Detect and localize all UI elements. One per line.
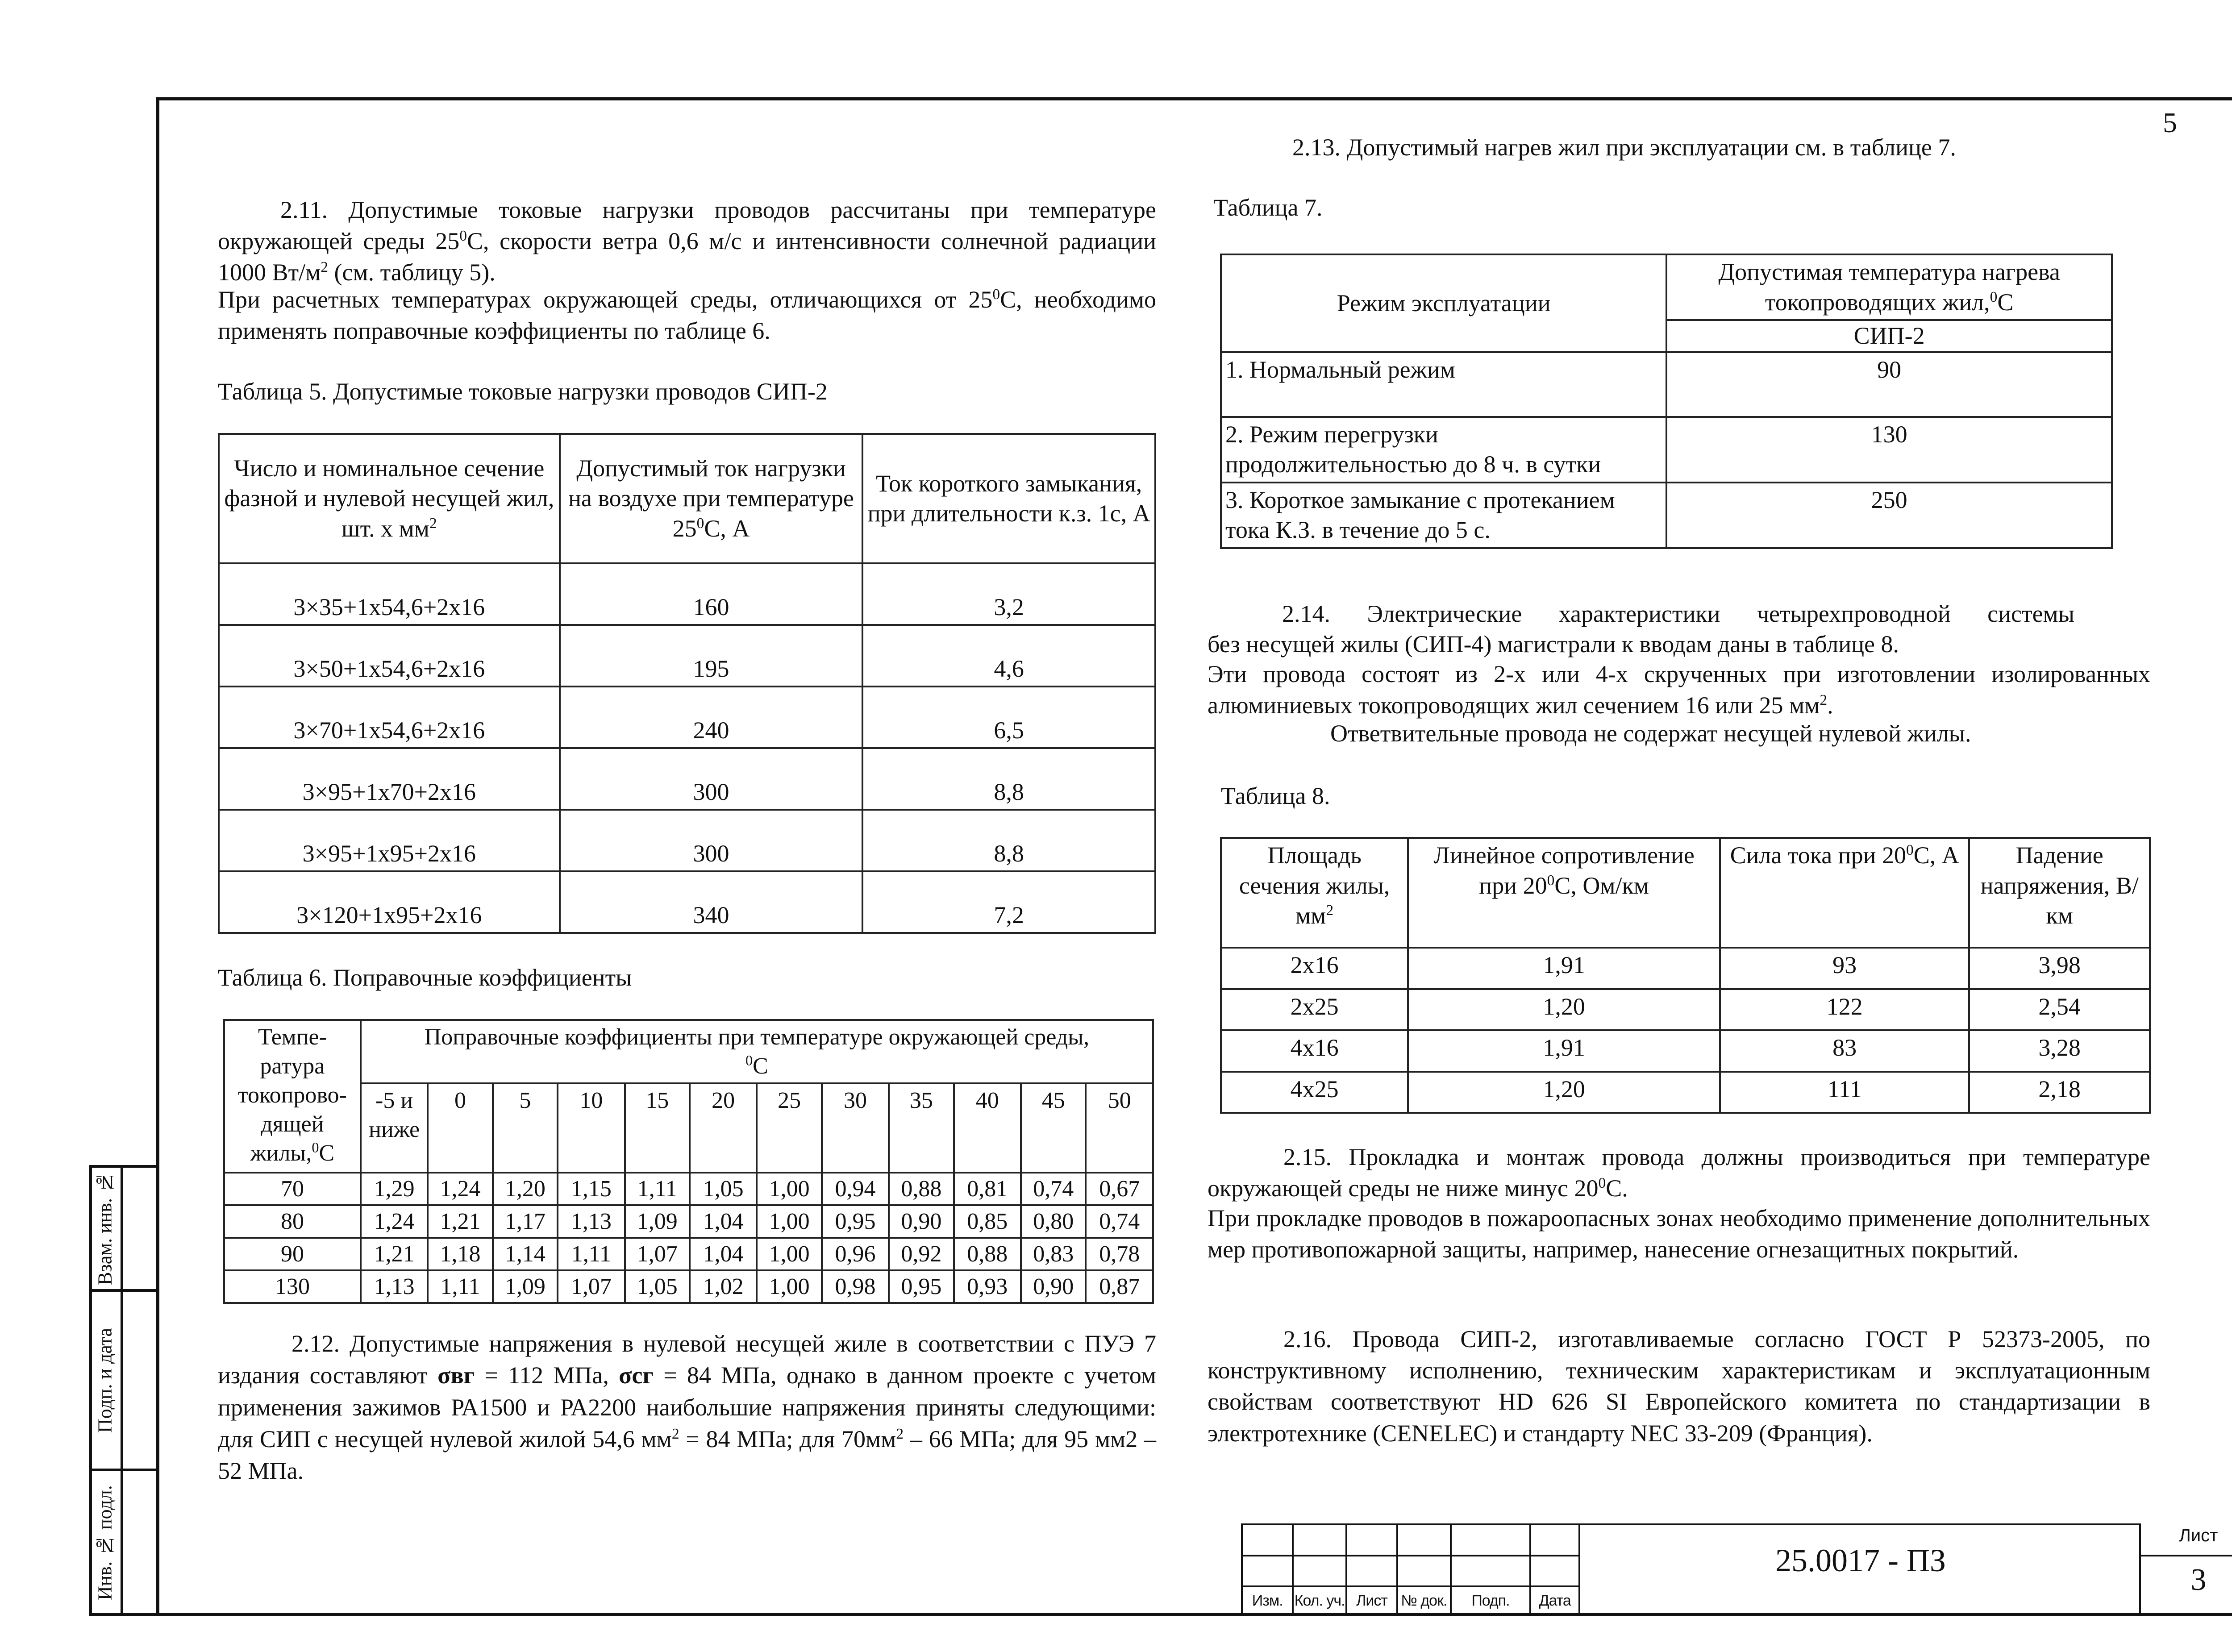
table-row <box>219 687 1155 748</box>
table-cell: 0,98 <box>822 1270 889 1303</box>
degree-sup: 0 <box>696 515 704 532</box>
table-cell: 70 <box>224 1173 361 1205</box>
table6-column-header: 15 <box>625 1083 690 1173</box>
table-cell: 1,00 <box>757 1270 821 1303</box>
side-stamp-divider <box>121 1165 123 1616</box>
table-cell: 130 <box>1666 417 2112 483</box>
table-cell: 0,96 <box>822 1238 889 1270</box>
table-cell: 240 <box>560 687 863 748</box>
table-row <box>219 748 1155 810</box>
sheet-label: Лист <box>2179 1526 2218 1545</box>
table-cell: 6,5 <box>862 687 1155 748</box>
degree-sup: 0 <box>459 228 467 245</box>
table6-caption: Таблица 6. Поправочные коэффициенты <box>218 964 632 991</box>
sheet-number: 3 <box>2190 1563 2207 1597</box>
table-row <box>219 625 1155 687</box>
table-cell: 4,6 <box>862 625 1155 687</box>
square-sup: 2 <box>429 515 437 532</box>
square-sup: 2 <box>1326 902 1334 919</box>
table-cell: 1,05 <box>690 1173 757 1205</box>
table-cell: 0,92 <box>889 1238 954 1270</box>
side-label-podp-data: Подп. и дата <box>94 1327 116 1433</box>
table-cell: 1,05 <box>625 1270 690 1303</box>
title-block-captions <box>1242 1586 1579 1615</box>
section-2-15-a-text: 2.15. Прокладка и монтаж провода должны производиться при температуре окружающей среды не ниже минус 20 <box>1208 1144 2150 1202</box>
table-cell: 0,90 <box>1021 1270 1086 1303</box>
table-cell: 1,00 <box>757 1173 821 1205</box>
table6-header-coef <box>361 1020 1153 1083</box>
table-cell: 1,24 <box>361 1205 428 1238</box>
table-cell: 2,18 <box>1969 1072 2150 1113</box>
section-2-14-l1: 2.14. Электрические характеристики четырехпроводной системы <box>1282 600 2074 627</box>
table5-header-current <box>560 434 863 563</box>
table-cell: 1,11 <box>625 1173 690 1205</box>
table-cell: 93 <box>1720 948 1969 989</box>
table-row <box>1221 989 2150 1030</box>
table-cell: 1,91 <box>1408 948 1720 989</box>
table-cell: 122 <box>1720 989 1969 1030</box>
table-row <box>1221 352 2112 417</box>
title-block-caption: Дата <box>1530 1586 1579 1615</box>
table8-header-current-text: Сила тока при 20 <box>1730 842 1906 869</box>
square-sup: 2 <box>671 1425 679 1442</box>
table-row <box>1221 483 2112 548</box>
page-number: 5 <box>2163 107 2177 138</box>
table-cell: 0,95 <box>889 1270 954 1303</box>
degree-sup: 0 <box>312 1139 319 1156</box>
section-2-12-text-c: = 84 МПа, однако в данном проекте с учетом применения зажимов РА1500 и РА2200 наибольшие напряжения приняты следующими: для СИП с несущей нулевой жилой 54,6 мм <box>218 1362 1156 1452</box>
doc-code: 25.0017 - ПЗ <box>1775 1543 1946 1578</box>
section-2-14-l3 <box>1208 658 2150 721</box>
table6-column-header: 40 <box>954 1083 1021 1173</box>
table-cell: 1. Нормальный режим <box>1221 352 1666 417</box>
table-cell: 250 <box>1666 483 2112 548</box>
table-cell: 0,74 <box>1086 1205 1153 1238</box>
table-cell: 0,83 <box>1021 1238 1086 1270</box>
table-cell: 111 <box>1720 1072 1969 1113</box>
table8-caption: Таблица 8. <box>1221 782 1330 809</box>
table-cell: 2х16 <box>1221 948 1408 989</box>
section-2-15-a <box>1208 1141 2150 1204</box>
sigma-sg-symbol: σсг <box>619 1362 654 1389</box>
table-row <box>224 1270 1153 1303</box>
table-cell: 0,78 <box>1086 1238 1153 1270</box>
section-2-11-p2-text-b: С, необходимо применять поправочные коэффициенты по таблице 6. <box>218 286 1157 345</box>
table-cell: 8,8 <box>862 810 1155 871</box>
section-2-12 <box>218 1328 1156 1487</box>
section-2-14-l2: без несущей жилы (СИП-4) магистрали к вводам даны в таблице 8. <box>1208 631 1899 657</box>
table-cell: 1,04 <box>690 1238 757 1270</box>
table-cell: 3×120+1х95+2х16 <box>219 871 560 933</box>
degree-sup: 0 <box>1598 1175 1606 1192</box>
square-sup: 2 <box>1820 692 1828 709</box>
degree-sup: 0 <box>992 286 1000 303</box>
section-2-12-text-b: = 112 МПа, <box>475 1362 619 1389</box>
table5-body <box>219 563 1155 933</box>
section-2-14-l3-text: Эти провода состоят из 2-х или 4-х скрученных при изготовлении изолированных алюминиевых токопроводящих жил сечением 16 или 25 мм <box>1208 661 2150 719</box>
table-cell: 7,2 <box>862 871 1155 933</box>
table-cell: 4х16 <box>1221 1030 1408 1071</box>
table7-header-temp <box>1666 254 2112 320</box>
side-label-inv-podl: Инв. № подл. <box>94 1485 116 1600</box>
table6-column-header: 10 <box>558 1083 625 1173</box>
table-cell: 1,02 <box>690 1270 757 1303</box>
table7-header-sip: СИП-2 <box>1666 320 2112 352</box>
table-row <box>1221 1030 2150 1071</box>
table6-column-header: 30 <box>822 1083 889 1173</box>
table-cell: 300 <box>560 748 863 810</box>
table5-header-current-unit: С, А <box>704 515 750 542</box>
title-block-caption: Кол. уч. <box>1293 1586 1346 1615</box>
table-cell: 0,87 <box>1086 1270 1153 1303</box>
table8-header-resistance <box>1408 838 1720 948</box>
table6-header-coef-text: Поправочные коэффициенты при температуре окружающей среды, <box>424 1024 1090 1050</box>
table-cell: 1,20 <box>493 1173 558 1205</box>
table6-body <box>224 1173 1153 1303</box>
section-2-16 <box>1208 1323 2150 1449</box>
table-cell: 1,15 <box>558 1173 625 1205</box>
degree-sup: 0 <box>745 1052 753 1069</box>
table-cell: 2. Режим перегрузки продолжительностью до 8 ч. в сутки <box>1221 417 1666 483</box>
table-cell: 1,00 <box>757 1238 821 1270</box>
table6 <box>223 1019 1154 1304</box>
table5-header-section-text: Число и номинальное сечение фазной и нулевой несущей жил, шт. х мм <box>224 454 554 542</box>
table6-column-header: 50 <box>1086 1083 1153 1173</box>
table-cell: 90 <box>224 1238 361 1270</box>
table-cell: 1,29 <box>361 1173 428 1205</box>
table-row <box>224 1238 1153 1270</box>
table-cell: 0,80 <box>1021 1205 1086 1238</box>
table-cell: 0,95 <box>822 1205 889 1238</box>
section-2-13: 2.13. Допустимый нагрев жил при эксплуатации см. в таблице 7. <box>1292 134 1956 161</box>
table-cell: 1,09 <box>493 1270 558 1303</box>
table-cell: 0,67 <box>1086 1173 1153 1205</box>
section-2-12-text-d: = 84 МПа; для 70мм <box>679 1425 896 1452</box>
table-cell: 1,07 <box>558 1270 625 1303</box>
table-cell: 83 <box>1720 1030 1969 1071</box>
table6-column-header: 5 <box>493 1083 558 1173</box>
table-row <box>219 563 1155 625</box>
table5-header-short-circuit: Ток короткого замыкания, при длительности к.з. 1с, А <box>862 434 1155 563</box>
table8-header-area <box>1221 838 1408 948</box>
table-cell: 1,20 <box>1408 1072 1720 1113</box>
table-cell: 300 <box>560 810 863 871</box>
table-cell: 1,24 <box>428 1173 492 1205</box>
table-row <box>219 871 1155 933</box>
table-cell: 8,8 <box>862 748 1155 810</box>
table-row <box>1221 417 2112 483</box>
section-2-14-l4: Ответвительные провода не содержат несущей нулевой жилы. <box>1330 720 1971 747</box>
table-cell: 0,93 <box>954 1270 1021 1303</box>
table-cell: 4х25 <box>1221 1072 1408 1113</box>
table6-column-header: -5 и ниже <box>361 1083 428 1173</box>
table7 <box>1220 254 2113 549</box>
table-row <box>1221 948 2150 989</box>
table-row <box>219 810 1155 871</box>
table-cell: 0,90 <box>889 1205 954 1238</box>
table-cell: 0,74 <box>1021 1173 1086 1205</box>
table-row <box>224 1173 1153 1205</box>
table-cell: 2х25 <box>1221 989 1408 1030</box>
table-cell: 130 <box>224 1270 361 1303</box>
table-cell: 1,13 <box>558 1205 625 1238</box>
table6-header-temp-unit: С <box>319 1140 335 1166</box>
table6-column-header: 45 <box>1021 1083 1086 1173</box>
table7-caption: Таблица 7. <box>1213 194 1323 221</box>
table-cell: 1,20 <box>1408 989 1720 1030</box>
section-2-14-l3-end: . <box>1827 692 1833 719</box>
square-sup: 2 <box>896 1425 904 1442</box>
table7-body <box>1221 352 2112 548</box>
table-cell: 0,85 <box>954 1205 1021 1238</box>
table-cell: 1,21 <box>428 1205 492 1238</box>
degree-sup: 0 <box>1547 872 1555 889</box>
table5-header-current-text: Допустимый ток нагрузки на воздухе при температуре 25 <box>568 454 854 542</box>
table8-header-current-unit: С, А <box>1913 842 1959 869</box>
table-cell: 0,88 <box>889 1173 954 1205</box>
table6-header-temp-text: Темпе-ратура токопрово-дящей жилы, <box>237 1024 347 1166</box>
section-2-15-b: При прокладке проводов в пожароопасных зонах необходимо применение дополнительных мер противопожарной защиты, например, нанесение огнезащитных покрытий. <box>1208 1205 2150 1263</box>
section-2-11-p1: 2.11. Допустимые токовые нагрузки проводов рассчитаны при температуре окружающей среды 25 <box>218 196 1156 255</box>
title-block-caption: Лист <box>1346 1586 1397 1615</box>
table6-column-headers <box>224 1083 1153 1173</box>
table-cell: 1,07 <box>625 1238 690 1270</box>
table-cell: 3. Короткое замыкание с протеканием тока К.З. в течение до 5 с. <box>1221 483 1666 548</box>
table7-header-mode: Режим эксплуатации <box>1221 254 1666 352</box>
table8-header-area-text: Площадь сечения жилы, мм <box>1239 842 1390 929</box>
table-cell: 1,18 <box>428 1238 492 1270</box>
table-cell: 0,81 <box>954 1173 1021 1205</box>
table-cell: 0,94 <box>822 1173 889 1205</box>
title-block-caption: Подп. <box>1451 1586 1531 1615</box>
section-2-11-p2-text: При расчетных температурах окружающей среды, отличающихся от 25 <box>218 286 993 313</box>
table-cell: 3×95+1х70+2х16 <box>219 748 560 810</box>
table-cell: 3,2 <box>862 563 1155 625</box>
section-2-16-text: 2.16. Провода СИП-2, изготавливаемые согласно ГОСТ Р 52373-2005, по конструктивному исполнению, техническим характеристикам и эксплуатационным свойствам соответствуют HD 626 SI Европейского комитета по стандартизации в электротехнике (CENELEC) и стандарту NEC 33-209 (Франция). <box>1208 1326 2150 1447</box>
table5-caption: Таблица 5. Допустимые токовые нагрузки проводов СИП-2 <box>218 378 828 405</box>
section-2-12-text-e: – 66 МПа; для 95 мм2 – 52 МПа. <box>218 1425 1156 1485</box>
section-2-15-a-end: С. <box>1606 1175 1628 1202</box>
table-cell: 160 <box>560 563 863 625</box>
table6-header-temp <box>224 1020 361 1173</box>
table-cell: 195 <box>560 625 863 687</box>
table6-column-header: 0 <box>428 1083 492 1173</box>
title-block-caption: № док. <box>1397 1586 1450 1615</box>
table-cell: 1,04 <box>690 1205 757 1238</box>
table-cell: 1,21 <box>361 1238 428 1270</box>
table-row <box>224 1205 1153 1238</box>
section-2-11-p2 <box>218 284 1156 346</box>
table-cell: 3×70+1х54,6+2х16 <box>219 687 560 748</box>
table-cell: 2,54 <box>1969 989 2150 1030</box>
table-cell: 1,17 <box>493 1205 558 1238</box>
table8 <box>1220 837 2151 1114</box>
title-block-caption: Изм. <box>1242 1586 1293 1615</box>
table-cell: 1,11 <box>558 1238 625 1270</box>
table6-column-header: 25 <box>757 1083 821 1173</box>
sheet-label-divider <box>2141 1555 2232 1556</box>
table-cell: 1,13 <box>361 1270 428 1303</box>
table-cell: 1,14 <box>493 1238 558 1270</box>
table5 <box>218 433 1156 934</box>
table6-column-header: 20 <box>690 1083 757 1173</box>
table-cell: 1,11 <box>428 1270 492 1303</box>
table6-header-coef-unit: С <box>753 1053 768 1079</box>
table8-header-current <box>1720 838 1969 948</box>
table8-header-resistance-text: Линейное сопротивление при 20 <box>1433 842 1695 899</box>
table-cell: 340 <box>560 871 863 933</box>
square-sup: 2 <box>321 259 329 276</box>
table7-header-temp-text: Допустимая температура нагрева токопроводящих жил, <box>1718 258 2060 316</box>
table-cell: 3×95+1х95+2х16 <box>219 810 560 871</box>
table-cell: 3×35+1х54,6+2х16 <box>219 563 560 625</box>
table-cell: 1,00 <box>757 1205 821 1238</box>
table-cell: 80 <box>224 1205 361 1238</box>
section-2-12-text-a: 2.12. Допустимые напряжения в нулевой несущей жиле в соответствии с ПУЭ 7 издания составляют <box>218 1330 1156 1389</box>
table-cell: 1,09 <box>625 1205 690 1238</box>
table8-header-resistance-unit: С, Ом/км <box>1554 872 1649 899</box>
section-2-11 <box>218 194 1156 288</box>
table-row <box>1221 1072 2150 1113</box>
table-cell: 0,88 <box>954 1238 1021 1270</box>
side-label-vzam-inv: Взам. инв. № <box>94 1171 116 1285</box>
table-cell: 3×50+1х54,6+2х16 <box>219 625 560 687</box>
table6-column-header: 35 <box>889 1083 954 1173</box>
table-cell: 3,28 <box>1969 1030 2150 1071</box>
table7-header-temp-unit: С <box>1997 288 2014 316</box>
section-2-11-p1c: (см. таблицу 5). <box>328 259 496 286</box>
table-cell: 3,98 <box>1969 948 2150 989</box>
title-block-grid <box>1241 1523 1580 1616</box>
degree-sup: 0 <box>1990 288 1998 305</box>
degree-sup: 0 <box>1906 842 1914 858</box>
sigma-vg-symbol: σвг <box>437 1362 475 1389</box>
table8-body <box>1221 948 2150 1113</box>
table5-header-section <box>219 434 560 563</box>
table8-header-voltage-drop: Падение напряжения, В/км <box>1969 838 2150 948</box>
table-cell: 90 <box>1666 352 2112 417</box>
table-cell: 1,91 <box>1408 1030 1720 1071</box>
section-2-11-p1b: С, скорости ветра 0,6 м/с и интенсивности солнечной радиации 1000 Вт/м <box>218 228 1156 286</box>
